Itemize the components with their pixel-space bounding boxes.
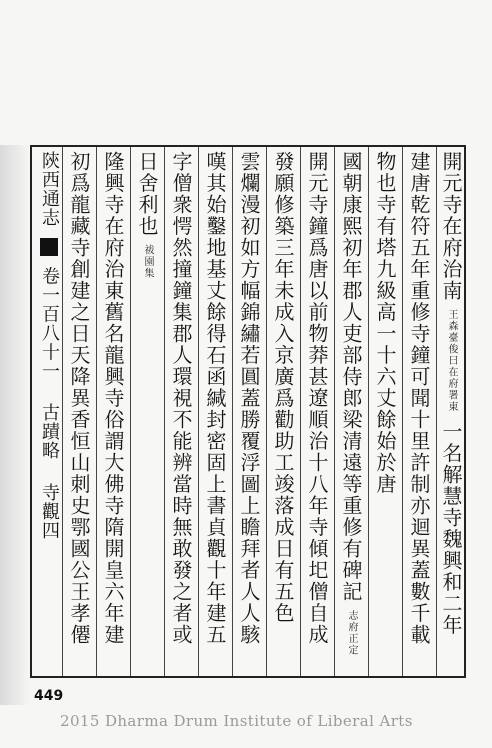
column-note: 王森臺俊曰在府署東 xyxy=(446,309,457,413)
text-column-10 xyxy=(130,147,165,676)
column-text: 日舍利也 xyxy=(135,151,159,237)
text-column-9 xyxy=(164,147,199,676)
column-text: 雲爛漫初如方幅錦繡若圓蓋勝覆浮圖上瞻拜者人人駭 xyxy=(237,151,261,646)
column-text: 字僧衆愕然撞鐘集郡人環視不能辨當時無敢發之者或 xyxy=(169,151,193,646)
page-gutter-shadow xyxy=(0,145,30,705)
column-text: 隆興寺在府治東舊名龍興寺俗謂大佛寺隋開皇六年建 xyxy=(101,151,125,646)
column-text: 建唐乾符五年重修寺鐘可聞十里許制亦迴異蓋數千載 xyxy=(407,151,431,646)
page-number: 449 xyxy=(34,688,64,704)
text-column-1 xyxy=(436,147,467,676)
black-fishtail-mark xyxy=(40,238,58,256)
column-text: 物也寺有塔九級高一十六丈餘始於唐 xyxy=(373,151,397,495)
volume-label: 卷一百八十一 xyxy=(39,266,60,381)
text-column-6 xyxy=(266,147,301,676)
column-text: 發願修築三年未成入京廣爲勸助工竣落成日有五色 xyxy=(271,151,295,624)
column-text: 開元寺在府治南 xyxy=(439,151,463,302)
text-column-5 xyxy=(300,147,335,676)
text-column-3 xyxy=(368,147,403,676)
column-text: 開元寺鐘爲唐以前物莽甚遼順治十八年寺傾圯僧自成 xyxy=(305,151,329,646)
column-note: 志府正定 xyxy=(346,610,357,657)
text-column-8 xyxy=(198,147,233,676)
margin-header xyxy=(32,147,63,676)
watermark-text: 2015 Dharma Drum Institute of Liberal Arts xyxy=(60,712,413,730)
text-column-4 xyxy=(334,147,369,676)
book-title: 陝西通志 xyxy=(39,151,60,227)
column-text: 國朝康熙初年郡人吏部侍郎梁清遠等重修有碑記 xyxy=(339,151,363,603)
section-label: 古蹟略 xyxy=(39,403,60,461)
column-text: 嘆其始鑿地基丈餘得石函緘封密固上書貞觀十年建五 xyxy=(203,151,227,646)
column-text-continued: 一名解慧寺魏興和二年 xyxy=(439,420,463,636)
text-column-7 xyxy=(232,147,267,676)
subsection-label: 寺觀四 xyxy=(39,482,60,540)
column-note: 祓園集 xyxy=(142,244,153,280)
text-frame xyxy=(30,145,466,678)
text-column-2 xyxy=(402,147,437,676)
text-column-12 xyxy=(62,147,97,676)
text-column-11 xyxy=(96,147,131,676)
column-text: 初爲龍藏寺創建之日天降異香恒山刺史鄂國公王孝僊 xyxy=(67,151,91,646)
